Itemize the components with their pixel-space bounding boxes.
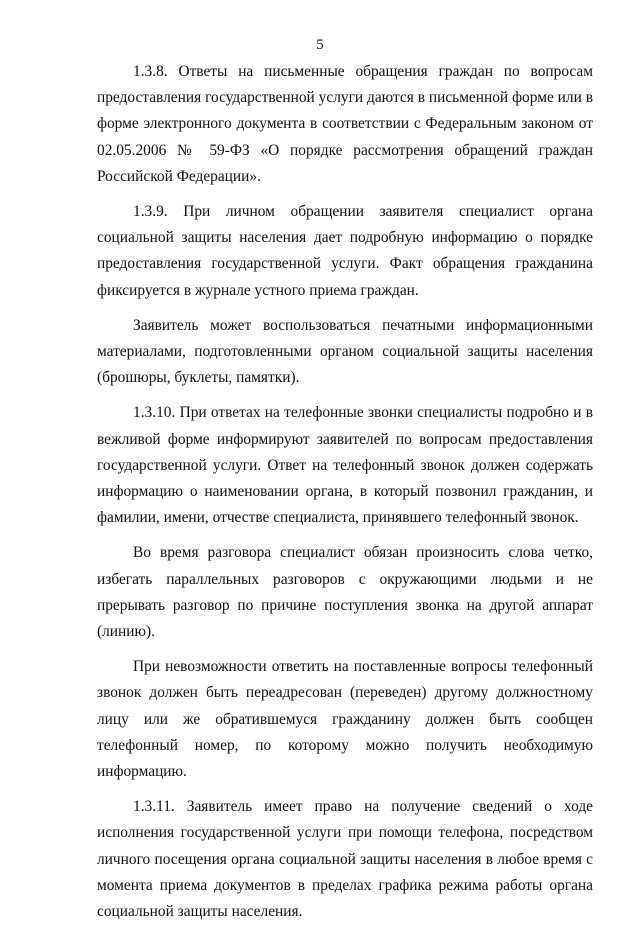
page-number: 5: [316, 37, 324, 53]
paragraph-1-3-10: 1.3.10. При ответах на телефонные звонки специалисты подробно и в вежливой форме информируют заявителей по вопросам предоставления государственной услуги. Ответ на телефонный звонок должен содержать информацию о наименовании органа, в который позвонил гражданин, и фамилии, имени, отчестве специалиста, принявшего телефонный звонок.: [97, 404, 593, 527]
paragraph-printed-materials: Заявитель может воспользоваться печатными информационными материалами, подготовленными органом социальной защиты населения (брошюры, буклеты, памятки).: [97, 316, 593, 387]
document-body: [97, 59, 593, 932]
paragraph-1-3-9: 1.3.9. При личном обращении заявителя специалист органа социальной защиты населения дает подробную информацию о порядке предоставления государственной услуги. Факт обращения гражданина фиксируется в журнале устного приема граждан.: [97, 203, 593, 299]
paragraph-call-redirect: При невозможности ответить на поставленные вопросы телефонный звонок должен быть переадресован (переведен) другому должностному лицу или же обратившемуся гражданину должен быть сообщен телефонный номер, по которому можно получить необходимую информацию.: [97, 658, 593, 781]
paragraph-1-3-11: 1.3.11. Заявитель имеет право на получение сведений о ходе исполнения государственной услуги при помощи телефона, посредством личного посещения органа социальной защиты населения в любое время с момента приема документов в пределах графика режима работы органа социальной защиты населения.: [97, 798, 593, 921]
paragraph-1-3-8: 1.3.8. Ответы на письменные обращения граждан по вопросам предоставления государственной услуги даются в письменной форме или в форме электронного документа в соответствии с Федеральным законом от 02.05.2006 № 59-ФЗ «О порядке рассмотрения обращений граждан Российской Федерации».: [97, 63, 593, 185]
paragraph-conversation-rules: Во время разговора специалист обязан произносить слова четко, избегать параллельных разговоров с окружающими людьми и не прерывать разговор по причине поступления звонка на другой аппарат (линию).: [97, 544, 593, 641]
